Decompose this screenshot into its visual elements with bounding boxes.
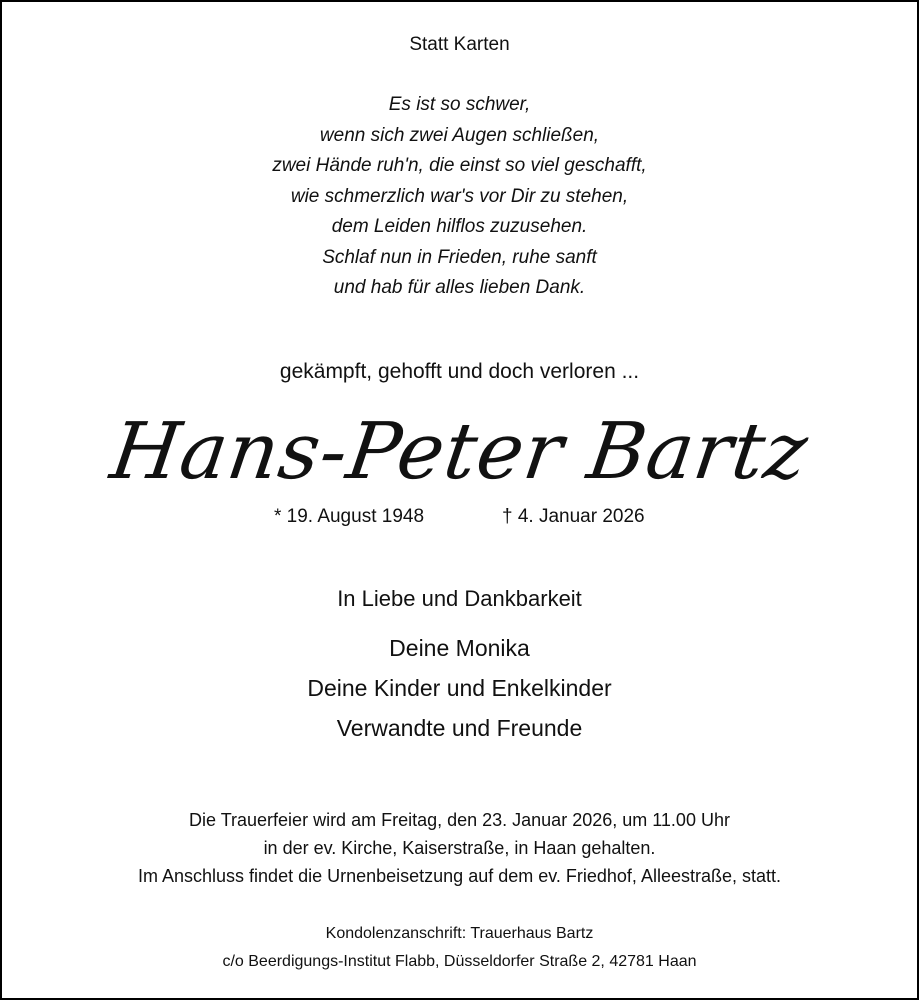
poem — [2, 90, 917, 304]
header-text: Statt Karten — [409, 34, 510, 55]
service-line: in der ev. Kirche, Kaiserstraße, in Haan gehalten. — [263, 838, 656, 858]
poem-line: wie schmerzlich war's vor Dir zu stehen, — [290, 185, 629, 207]
service-line: Die Trauerfeier wird am Freitag, den 23. Januar 2026, um 11.00 Uhr — [189, 810, 730, 830]
family-member: Deine Monika — [389, 635, 530, 661]
poem-line: Schlaf nun in Frieden, ruhe sanft — [322, 246, 597, 268]
contact-line: Kondolenzanschrift: Trauerhaus Bartz — [325, 925, 594, 942]
contact-line: c/o Beerdigungs-Institut Flabb, Düsseldorfer Straße 2, 42781 Haan — [222, 953, 697, 970]
poem-line: wenn sich zwei Augen schließen, — [319, 124, 600, 146]
deceased-name: Hans-Peter Bartz — [105, 407, 814, 497]
service-details — [2, 806, 917, 890]
condolence-address — [2, 920, 917, 976]
poem-line: zwei Hände ruh'n, die einst so viel geschafft, — [272, 155, 647, 176]
family-member: Deine Kinder und Enkelkinder — [307, 675, 612, 701]
poem-line: Es ist so schwer, — [388, 94, 531, 115]
family-list — [2, 628, 917, 748]
family-member: Verwandte und Freunde — [336, 715, 583, 741]
death-date: † 4. Januar 2026 — [502, 506, 645, 527]
poem-line: dem Leiden hilflos zuzusehen. — [331, 216, 588, 237]
service-line: Im Anschluss findet die Urnenbeisetzung auf dem ev. Friedhof, Alleestraße, statt. — [138, 866, 781, 886]
birth-date: * 19. August 1948 — [274, 506, 425, 527]
poem-line: und hab für alles lieben Dank. — [333, 277, 586, 298]
closing-phrase: In Liebe und Dankbarkeit — [337, 586, 582, 611]
tagline: gekämpft, gehofft und doch verloren ... — [279, 360, 640, 383]
